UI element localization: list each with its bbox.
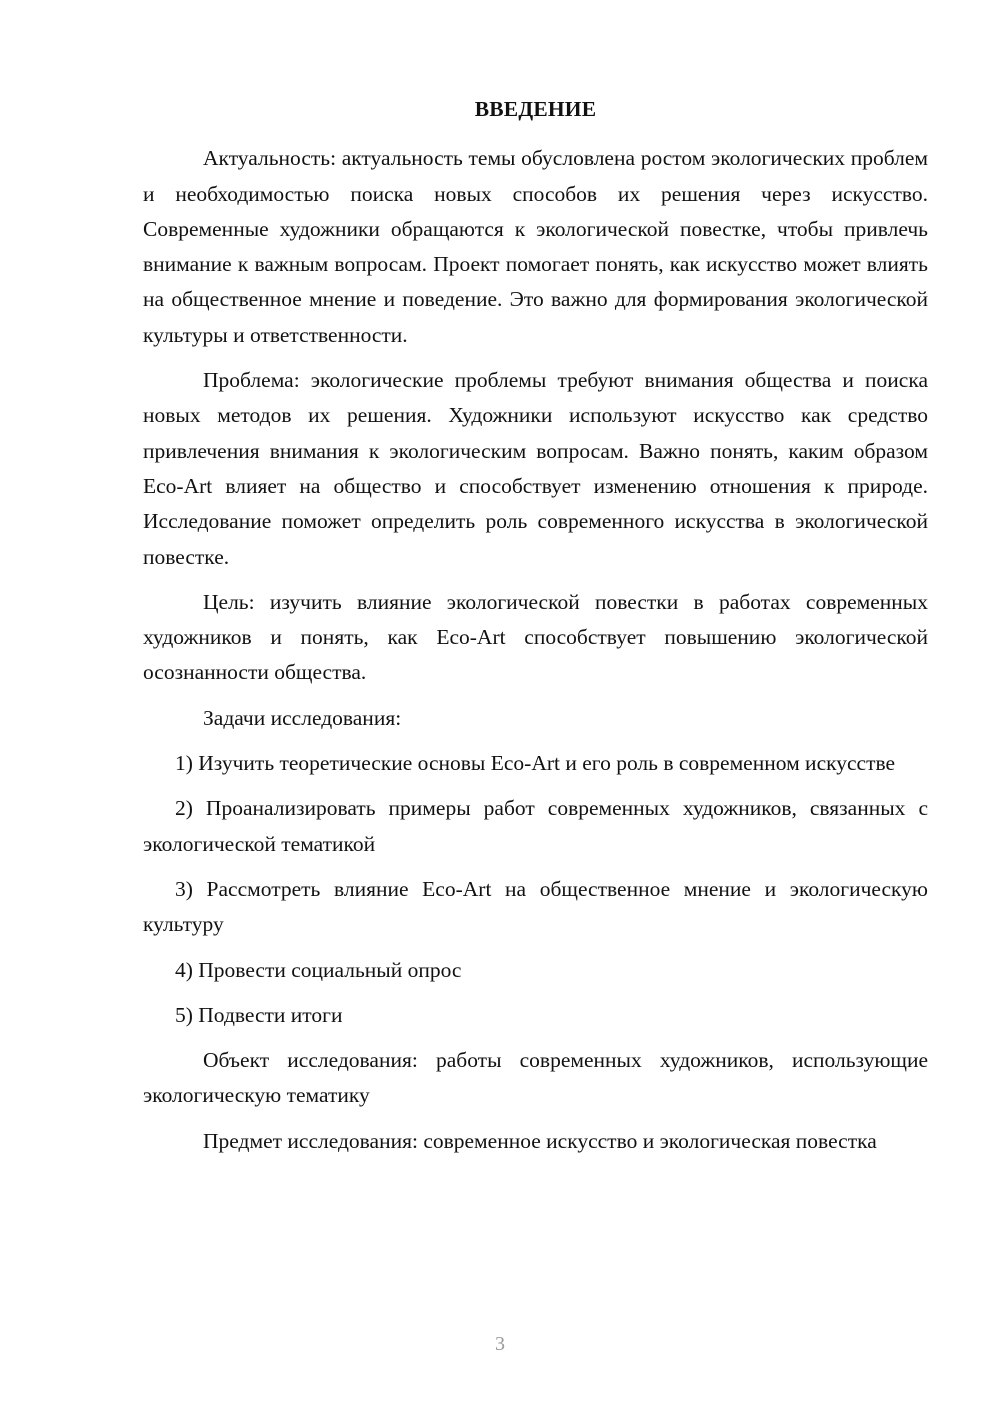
task-item-4: 4) Провести социальный опрос bbox=[175, 957, 462, 982]
task-item-3: 3) Рассмотреть влияние Eco-Art на общественное мнение и экологическую культуру bbox=[143, 876, 928, 937]
task-item-5: 5) Подвести итоги bbox=[175, 1002, 343, 1027]
problem-paragraph: Проблема: экологические проблемы требуют внимания общества и поиска новых методов их решения. Художники используют искусство как средство привлечения внимания к экологическим вопросам. Важно понять, каким образом Eco-Art влияет на общество и способствует изменению отношения к природе. Исследование поможет определить роль современного искусства в экологической повестке. bbox=[143, 368, 928, 569]
task-item-2: 2) Проанализировать примеры работ современных художников, связанных с экологической тематикой bbox=[143, 796, 928, 856]
page-title: ВВЕДЕНИЕ bbox=[474, 97, 597, 121]
document-page bbox=[143, 92, 928, 1169]
relevance-paragraph: Актуальность: актуальность темы обусловлена ростом экологических проблем и необходимостью поиска новых способов их решения через искусство. Современные художники обращаются к экологической повестке, чтобы привлечь внимание к важным вопросам. Проект помогает понять, как искусство может влиять на общественное мнение и поведение. Это важно для формирования экологической культуры и ответственности. bbox=[143, 146, 928, 347]
page-number: 3 bbox=[495, 1333, 505, 1355]
goal-paragraph: Цель: изучить влияние экологической повестки в работах современных художников и понять, как Eco-Art способствует повышению экологической осознанности общества. bbox=[143, 589, 928, 685]
tasks-heading: Задачи исследования: bbox=[203, 705, 402, 730]
subject-paragraph: Предмет исследования: современное искусство и экологическая повестка bbox=[203, 1128, 877, 1153]
object-paragraph: Объект исследования: работы современных художников, использующие экологическую тематику bbox=[143, 1048, 928, 1108]
task-item-1: 1) Изучить теоретические основы Eco-Art и его роль в современном искусстве bbox=[175, 751, 896, 776]
